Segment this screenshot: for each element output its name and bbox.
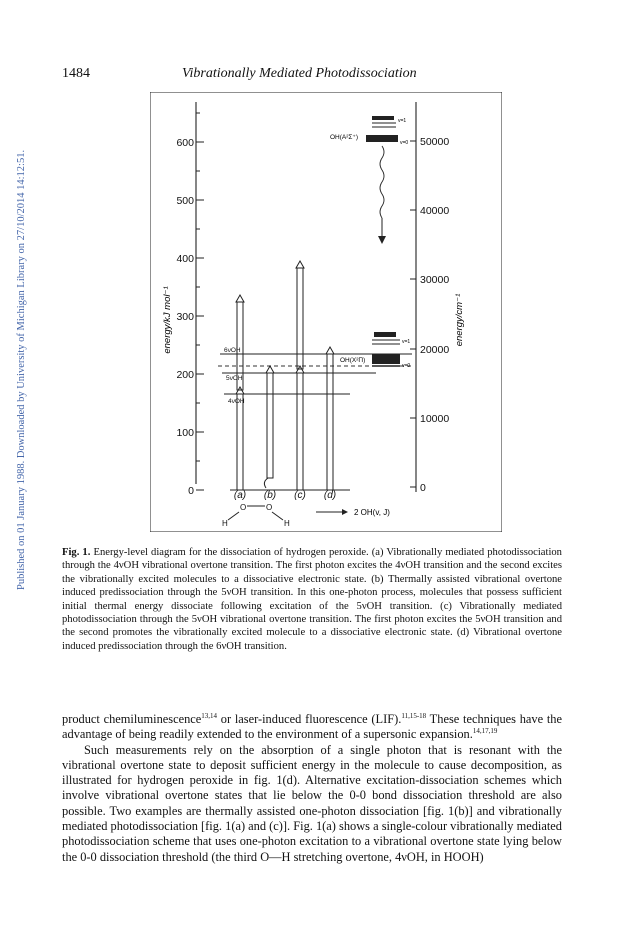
figure-frame bbox=[150, 92, 502, 532]
oh-a-manifold bbox=[366, 116, 398, 142]
left-tick-label: 600 bbox=[176, 137, 194, 149]
left-tick-label: 100 bbox=[176, 427, 194, 439]
right-tick-label: 10000 bbox=[420, 413, 450, 425]
figure-caption bbox=[62, 546, 562, 653]
label-oh-x: OH(X²Π) bbox=[340, 357, 366, 364]
right-tick-label: 0 bbox=[420, 482, 426, 494]
label-v0-lower: v=0 bbox=[402, 363, 411, 369]
hooh-molecule bbox=[222, 503, 290, 528]
right-axis-ticks bbox=[410, 141, 416, 487]
panel-label-a: (a) bbox=[233, 490, 247, 501]
panel-label-b: (b) bbox=[263, 490, 277, 501]
right-axis-label: energy/cm⁻¹ bbox=[454, 293, 465, 347]
left-axis-label: energy/kJ mol⁻¹ bbox=[162, 286, 173, 354]
left-tick-label: 400 bbox=[176, 253, 194, 265]
products-arrow bbox=[316, 509, 348, 515]
products-label: 2 OH(v, J) bbox=[354, 508, 390, 517]
arrow-group-d bbox=[326, 347, 334, 490]
arrow-group-c bbox=[296, 261, 304, 490]
emission-arrow bbox=[378, 146, 386, 244]
running-title: Vibrationally Mediated Photodissociation bbox=[182, 66, 417, 81]
arrow-group-a bbox=[236, 295, 244, 490]
page-header bbox=[62, 66, 562, 86]
label-v1-lower: v=1 bbox=[402, 339, 411, 345]
arrow-group-b bbox=[264, 366, 274, 488]
caption-text: Energy-level diagram for the dissociation of hydrogen peroxide. (a) Vibrationally mediated photodissociation through the 4νOH vibrational overtone transition. The first photon excites the 4νOH transition and the second excites the vibrationally excited molecules to a dissociative electronic state. (b) Thermally assisted vibrational overtone induced predissociation through the 5νOH transition. In this one-photon process, molecules that possess sufficient initial thermal energy dissociate following excitation of the 5νOH transition. (c) Vibrationally mediated photodissociation through the 5νOH vibrational overtone transition. The first photon excites the 5νOH transition and the second promotes the vibrationally excited molecule to a dissociative electronic state. (d) Vibrational overtone induced predissociation through the 6νOH transition. bbox=[62, 547, 562, 652]
paragraph: Such measurements rely on the absorption of a single photon that is resonant with the vibrational overtone state to deposit sufficient energy in the molecule to cause decomposition, as illustrated for hydrogen peroxide in fig. 1(d). Alternative excitation-dissociation schemes which involve vibrational overtone states that lie below the 0-0 bond dissociation threshold are also possible. Two examples are thermally assisted one-photon dissociation [fig. 1(b)] and vibrationally mediated photodissociation [fig. 1(a) and (c)]. Fig. 1(a) shows a single-colour vibrationally mediated photodissociation scheme that uses one-photon excitation to a vibrational overtone state lying below the 0-0 dissociation threshold (the third O—H stretching overtone, 4νOH, in HOOH) bbox=[62, 742, 562, 864]
label-6voh: 6νOH bbox=[224, 347, 241, 354]
svg-text:H: H bbox=[284, 519, 290, 528]
right-tick-label: 20000 bbox=[420, 344, 450, 356]
svg-text:O: O bbox=[266, 503, 273, 512]
download-watermark bbox=[2, 140, 27, 590]
watermark-text: Published on 01 January 1988. Downloaded by University of Michigan Library on 27/10/2014 14:12:51. bbox=[16, 149, 27, 590]
caption-lead: Fig. 1. bbox=[62, 547, 91, 558]
energy-level-diagram bbox=[150, 92, 502, 532]
label-v0-upper: v=0 bbox=[400, 140, 409, 146]
right-tick-label: 30000 bbox=[420, 274, 450, 286]
left-tick-label: 200 bbox=[176, 369, 194, 381]
panel-label-d: (d) bbox=[323, 490, 337, 501]
left-tick-label: 500 bbox=[176, 195, 194, 207]
right-tick-label: 50000 bbox=[420, 136, 450, 148]
oh-x-manifold bbox=[372, 332, 400, 366]
label-4voh: 4νOH bbox=[228, 398, 245, 405]
label-oh-a: OH(A²Σ⁺) bbox=[330, 134, 359, 141]
label-v1-upper: v=1 bbox=[398, 118, 407, 124]
right-tick-label: 40000 bbox=[420, 205, 450, 217]
left-tick-label: 0 bbox=[188, 485, 194, 497]
svg-text:H: H bbox=[222, 519, 228, 528]
panel-label-c: (c) bbox=[294, 490, 306, 501]
body-text bbox=[62, 712, 562, 865]
left-tick-label: 300 bbox=[176, 311, 194, 323]
svg-text:O: O bbox=[240, 503, 247, 512]
left-axis-ticks bbox=[196, 113, 204, 490]
label-5voh: 5νOH bbox=[226, 375, 243, 382]
paragraph: product chemiluminescence$^{13,14}$ or laser-induced fluorescence (LIF).$^{11,15-18}$ These techniques have the advantage of being readily extended to the environment of a supersonic expansion.$^{14,17,19}$ bbox=[62, 711, 562, 742]
page-number: 1484 bbox=[62, 66, 90, 81]
